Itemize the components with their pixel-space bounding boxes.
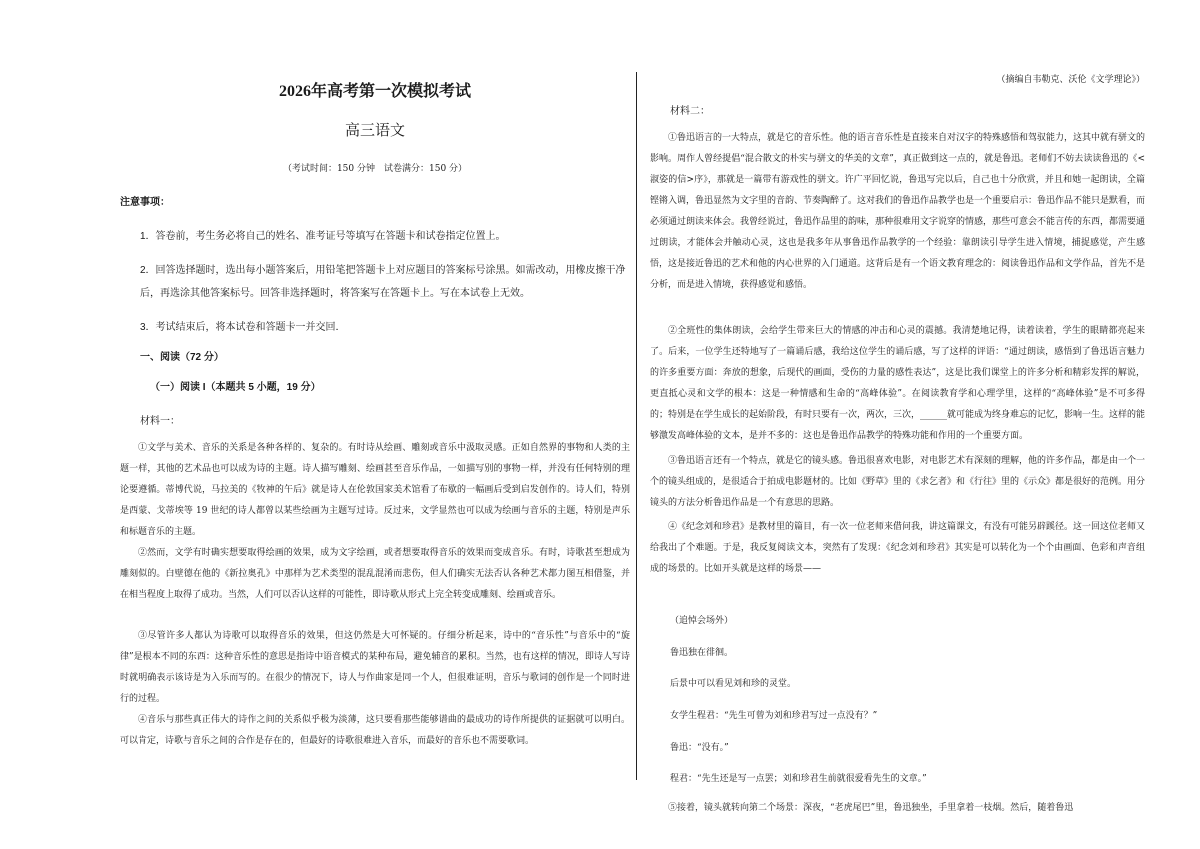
notice-item-2: 2．回答选择题时，选出每小题答案后，用铅笔把答题卡上对应题目的答案标号涂黑。如需改动，用橡皮擦干净后，再选涂其他答案标号。回答非选择题时，将答案写在答题卡上。写在本试卷上无效。 [140,265,626,299]
section-heading: 一、阅读（72 分） [140,352,224,363]
material1-source: （摘编自韦勒克、沃伦《文学理论》） [996,75,1145,85]
column-divider [636,72,637,780]
dialog-line-5: 鲁迅：“没有。” [670,743,729,753]
notice-item-1: 1．答卷前，考生务必将自己的姓名、准考证号等填写在答题卡和试卷指定位置上。 [140,231,506,242]
dialog-line-2: 鲁迅独在徘徊。 [670,648,734,658]
subsection-heading: （一）阅读 I（本题共 5 小题，19 分） [150,382,321,393]
material2-para-3: ③鲁迅语言还有一个特点，就是它的镜头感。鲁迅很喜欢电影，对电影艺术有深刻的理解，他的许多作品，都是由一个一个的镜头组成的，是很适合于拍成电影题材的。比如《野草》里的《求乞者》和《行往》里的《示众》都是很好的范例。用分镜头的方法分析鲁迅作品是一个有意思的思路。 [650,456,1146,508]
material1-para-4: ④音乐与那些真正伟大的诗作之间的关系似乎极为淡薄，这只要看那些能够谱曲的最成功的诗作所提供的证据就可以明白。可以肯定，诗歌与音乐之间的合作是存在的，但最好的诗歌很难进入音乐，而最好的音乐也不需要歌词。 [120,715,630,746]
dialog-line-4: 女学生程君：“先生可曾为刘和珍君写过一点没有？” [670,711,878,721]
material2-para-2: ②全班性的集体朗读，会给学生带来巨大的情感的冲击和心灵的震撼。我清楚地记得，读着读着，学生的眼睛都亮起来了。后来，一位学生还特地写了一篇诵后感，我给这位学生的诵后感，写了这样的评语：“通过朗读，感悟到了鲁迅语言魅力的许多重要方面：奔放的想象，后现代的画面，受伤的力量的感性表达”，这是比我们课堂上的许多分析和精彩发挥的解说，更直抵心灵和文学的根本：这是一种情感和生命的“高峰体验”。在阅读教育学和心理学里，这样的“高峰体验”是不可多得的；特别是在学生成长的起始阶段，有时只要有一次，两次，三次，______就可能成为终身难忘的记忆，影响一生。这样的能够激发高峰体验的文本，是并不多的：这也是鲁迅作品教学的特殊功能和作用的一个重要方面。 [650,326,1146,441]
material1-para-2: ②然而，文学有时确实想要取得绘画的效果，成为文字绘画，或者想要取得音乐的效果而变成音乐。有时，诗歌甚至想成为雕刻似的。白壁德在他的《新拉奥孔》中那样为艺术类型的混乱混淆而悲伤，但人们确实无法否认各种艺术都力图互相借鉴，并在相当程度上取得了成功。当然，人们可以否认这样的可能性，即诗歌从形式上完全转变成雕刻、绘画或音乐。 [120,548,630,600]
material1-para-3: ③尽管许多人都认为诗歌可以取得音乐的效果，但这仍然是大可怀疑的。仔细分析起来，诗中的“音乐性”与音乐中的“旋律”是根本不同的东西：这种音乐性的意思是指诗中语音模式的某种布局，避免辅音的累积。当然，也有这样的情况，即诗人写诗时就明确表示该诗是为入乐而写的。在很少的情况下，诗人与作曲家是同一个人，但很难证明，音乐与歌词的创作是一个同时进行的过程。 [120,631,630,704]
notice-heading: 注意事项： [120,197,170,208]
material2-label: 材料二： [670,106,710,117]
material2-para-4: ④《纪念刘和珍君》是教材里的篇目，有一次一位老师来借问我，讲这篇课文，有没有可能另辟蹊径。这一回这位老师又给我出了个难题。于是，我反复阅读文本，突然有了发现：《纪念刘和珍君》其实是可以转化为一个个由画面、色彩和声音组成的场景的。比如开头就是这样的场景—— [650,522,1146,574]
dialog-line-1: （追悼会场外） [670,616,734,626]
material1-para-1: ①文学与美术、音乐的关系是各种各样的、复杂的。有时诗从绘画、雕刻或音乐中汲取灵感。正如自然界的事物和人类的主题一样，其他的艺术品也可以成为诗的主题。诗人描写雕刻、绘画甚至音乐作品，一如描写别的事物一样，并没有任何特别的理论要遵循。蒂博代说，马拉美的《牧神的午后》就是诗人在伦敦国家美术馆看了布歇的一幅画后受到启发创作的。诗人们，特别是西蒙、戈蒂埃等 19 世纪的诗人都曾以某些绘画为主题写过诗。反过来，文学显然也可以成为绘画与音乐的主题，特别是声乐和标题音乐的主题。 [120,443,630,537]
dialog-line-3: 后景中可以看见刘和珍的灵堂。 [670,679,797,689]
dialog-line-6: 程君：“先生还是写一点罢；刘和珍君生前就很爱看先生的文章。” [670,774,927,784]
material2-para-5: ⑤接着，镜头就转向第二个场景：深夜，“老虎尾巴”里，鲁迅独坐，手里拿着一枝烟。然后，随着鲁迅 [668,803,1074,813]
exam-meta: （考试时间：150 分钟 试卷满分：150 分） [282,164,468,174]
exam-subject: 高三语文 [344,123,405,139]
material1-label: 材料一： [140,416,180,427]
material2-para-1: ①鲁迅语言的一大特点，就是它的音乐性。他的语言音乐性是直接来自对汉字的特殊感悟和驾驭能力，这其中就有骈文的影响。周作人曾经提倡“混合散文的朴实与骈文的华美的文章”，真正做到这一点的，就是鲁迅。老师们不妨去读读鲁迅的《<淑姿的信>序》，那就是一篇带有游戏性的骈文。许广平回忆说，鲁迅写完以后，自己也十分欣赏，并且和她一起朗读，全篇铿锵入调，鲁迅显然为文字里的音韵、节奏陶醉了。这对我们的鲁迅作品教学也是一个重要启示：鲁迅作品不能只是默看，而必须通过朗读来体会。我曾经说过，鲁迅作品里的韵味，那种很难用文字说穿的情感，那些可意会不能言传的东西，都需要通过朗读，才能体会并触动心灵，这也是我多年从事鲁迅作品教学的一个经验：靠朗读引导学生进入情境，捕捉感觉，产生感悟，这是接近鲁迅的艺术和他的内心世界的入门通道。这背后是有一个语文教育理念的：阅读鲁迅作品和文学作品，首先不是分析，而是进入情境，获得感觉和感悟。 [650,133,1146,290]
notice-item-3: 3．考试结束后，将本试卷和答题卡一并交回． [140,322,346,333]
exam-title: 2026年高考第一次模拟考试 [278,83,471,100]
